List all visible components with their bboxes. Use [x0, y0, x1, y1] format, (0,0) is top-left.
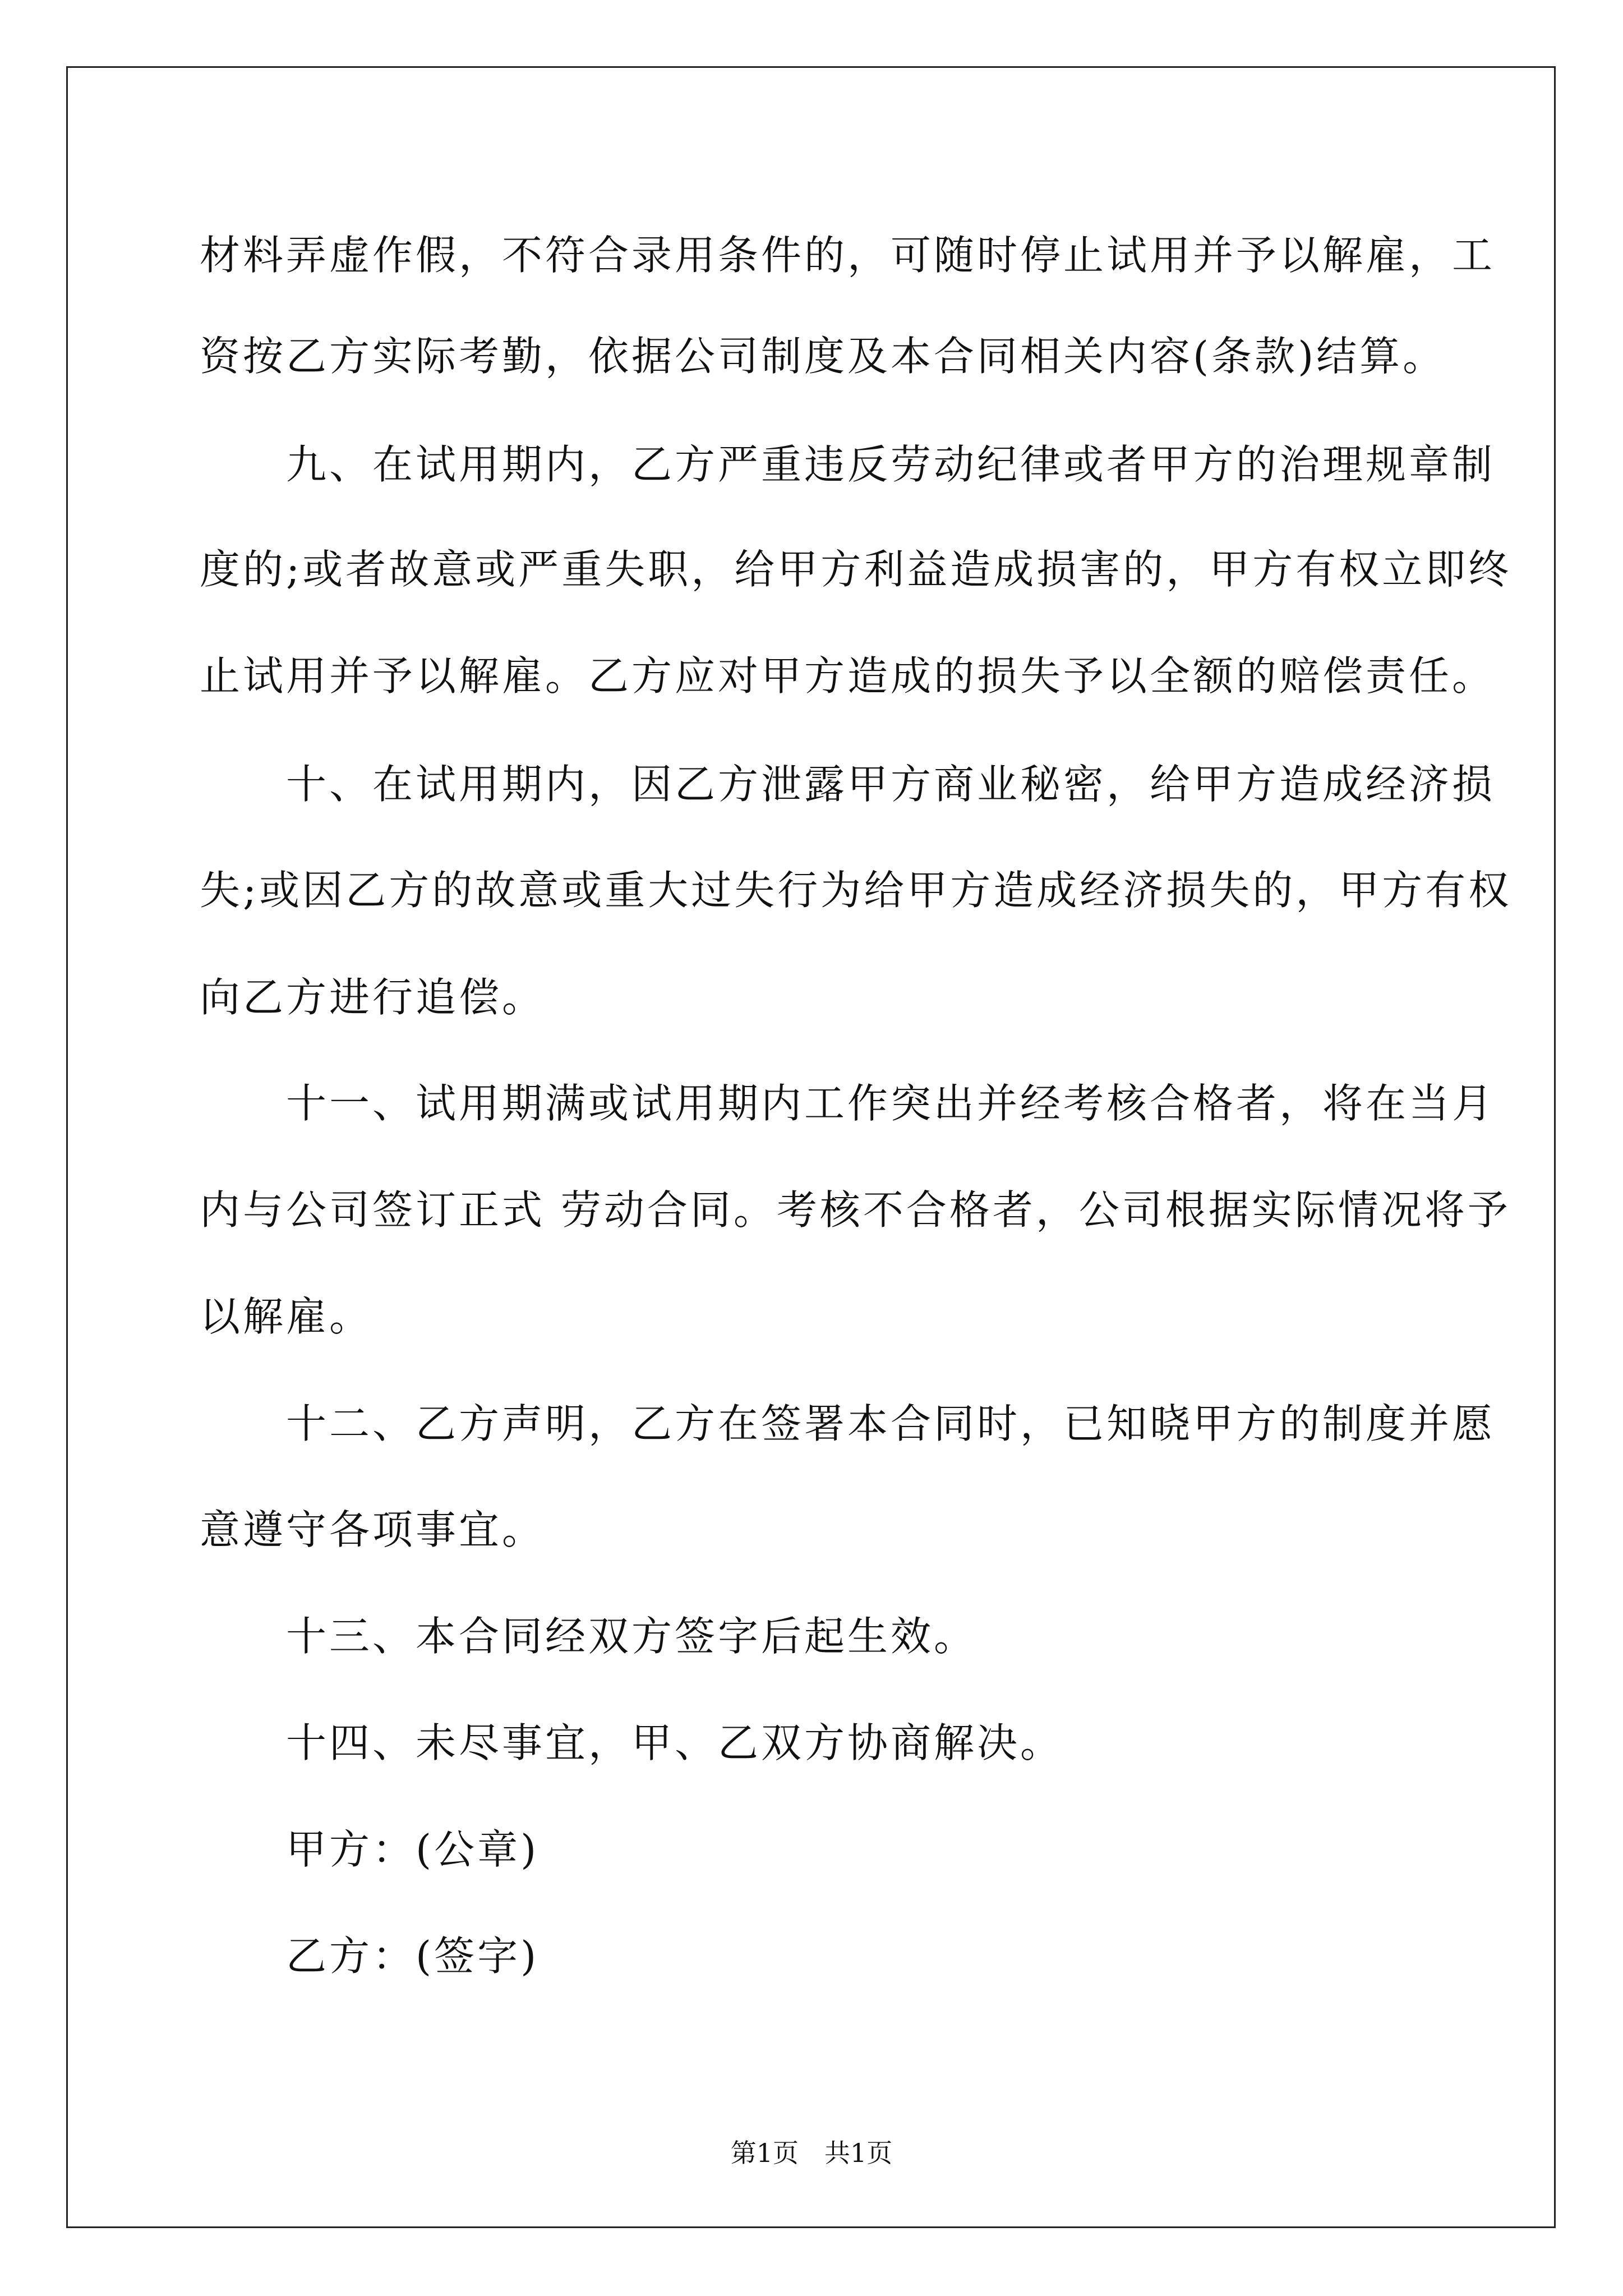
text-line: 意遵守各项事宜。 [200, 1506, 546, 1553]
text-line: 九、在试用期内，乙方严重违反劳动纪律或者甲方的治理规章制 [200, 441, 1496, 488]
text-line: 十二、乙方声明，乙方在签署本合同时，已知晓甲方的制度并愿 [200, 1400, 1496, 1447]
text-line: 度的;或者故意或严重失职，给甲方利益造成损害的，甲方有权立即终 [200, 546, 1512, 593]
text-line: 乙方：(签字) [200, 1932, 540, 1980]
text-line: 向乙方进行追偿。 [200, 974, 546, 1021]
text-line: 十三、本合同经双方签字后起生效。 [200, 1613, 978, 1660]
page-border [66, 66, 1556, 2228]
text-line: 甲方：(公章) [200, 1826, 540, 1873]
text-line: 十、在试用期内，因乙方泄露甲方商业秘密，给甲方造成经济损 [200, 761, 1496, 808]
text-line: 止试用并予以解雇。乙方应对甲方造成的损失予以全额的赔偿责任。 [200, 652, 1496, 700]
text-line: 资按乙方实际考勤，依据公司制度及本合同相关内容(条款)结算。 [200, 333, 1446, 380]
text-line: 十一、试用期满或试用期内工作突出并经考核合格者，将在当月 [200, 1080, 1496, 1127]
text-line: 内与公司签订正式 劳动合同。考核不合格者，公司根据实际情况将予 [200, 1186, 1511, 1234]
text-line: 材料弄虚作假，不符合录用条件的，可随时停止试用并予以解雇，工 [200, 232, 1496, 279]
text-line: 失;或因乙方的故意或重大过失行为给甲方造成经济损失的，甲方有权 [200, 867, 1512, 914]
page-number: 第1页 共1页 [730, 2138, 893, 2168]
text-line: 十四、未尽事宜，甲、乙双方协商解决。 [200, 1719, 1064, 1766]
text-line: 以解雇。 [200, 1293, 373, 1340]
